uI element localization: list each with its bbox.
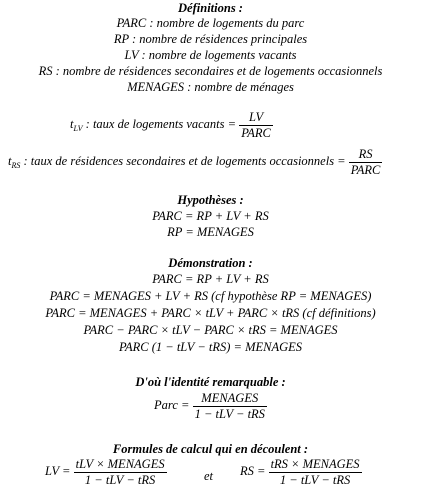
definition-menages: MENAGES : nombre de ménages <box>127 80 294 94</box>
demonstration-title: Démonstration : <box>168 256 253 270</box>
hypothesis-rp: RP = MENAGES <box>167 225 254 239</box>
formula-lv: LV = $\frac{\text{tLV × MENAGES}}{\text{1 − tLV − tRS}}$ <box>45 457 165 487</box>
definition-rp: RP : nombre de résidences principales <box>113 32 308 46</box>
demonstration-step-4: PARC − PARC × tLV − PARC × tRS = MENAGES <box>83 323 338 337</box>
demonstration-step-3: PARC = MENAGES + PARC × tLV + PARC × tRS (cf définitions) <box>45 306 376 320</box>
lv-fraction: $\frac{\text{tLV × MENAGES}}{\text{1 − tLV − tRS}}$ <box>75 457 165 487</box>
demonstration-step-5: PARC (1 − tLV − tRS) = MENAGES <box>118 340 303 354</box>
identity-formula: Parc = $\frac{\text{MENAGES}}{\text{1 − tLV − tRS}}$ <box>154 391 265 421</box>
definition-lv: LV : nombre de logements vacants <box>124 48 297 62</box>
rs-fraction: $\frac{\text{tRS × MENAGES}}{\text{1 − tLV − tRS}}$ <box>270 457 360 487</box>
definition-rs: RS : nombre de résidences secondaires et de logements occasionnels <box>38 64 383 78</box>
hypotheses-title: Hypothèses : <box>177 193 244 207</box>
hypothesis-parc: PARC = RP + LV + RS <box>152 209 269 223</box>
demonstration-step-1: PARC = RP + LV + RS <box>152 272 269 286</box>
formula-rs: RS = $\frac{\text{tRS × MENAGES}}{\text{1 − tLV − tRS}}$ <box>240 457 360 487</box>
tlv-fraction: $\frac{LV}{\text{PARC}}$ <box>241 110 271 140</box>
definitions-title: Définitions : <box>178 1 243 15</box>
formulas-title: Formules de calcul qui en découlent : <box>112 442 309 456</box>
demonstration-step-2: PARC = MENAGES + LV + RS (cf hypothèse RP = MENAGES) <box>49 289 372 303</box>
identity-title: D'où l'identité remarquable : <box>135 375 286 389</box>
identity-fraction: $\frac{\text{MENAGES}}{\text{1 − tLV − tRS}}$ <box>194 391 265 421</box>
definition-trs: $t_{RS}$ : taux de résidences secondaires et de logements occasionnels = $\frac{RS}{\text{PARC}}$ <box>8 147 381 177</box>
formulas-separator: et <box>204 469 214 483</box>
definition-tlv: $t_{LV}$ : taux de logements vacants = $\frac{LV}{\text{PARC}}$ <box>70 110 271 140</box>
definition-parc: PARC : nombre de logements du parc <box>116 16 305 30</box>
trs-fraction: $\frac{RS}{\text{PARC}}$ <box>350 147 381 177</box>
